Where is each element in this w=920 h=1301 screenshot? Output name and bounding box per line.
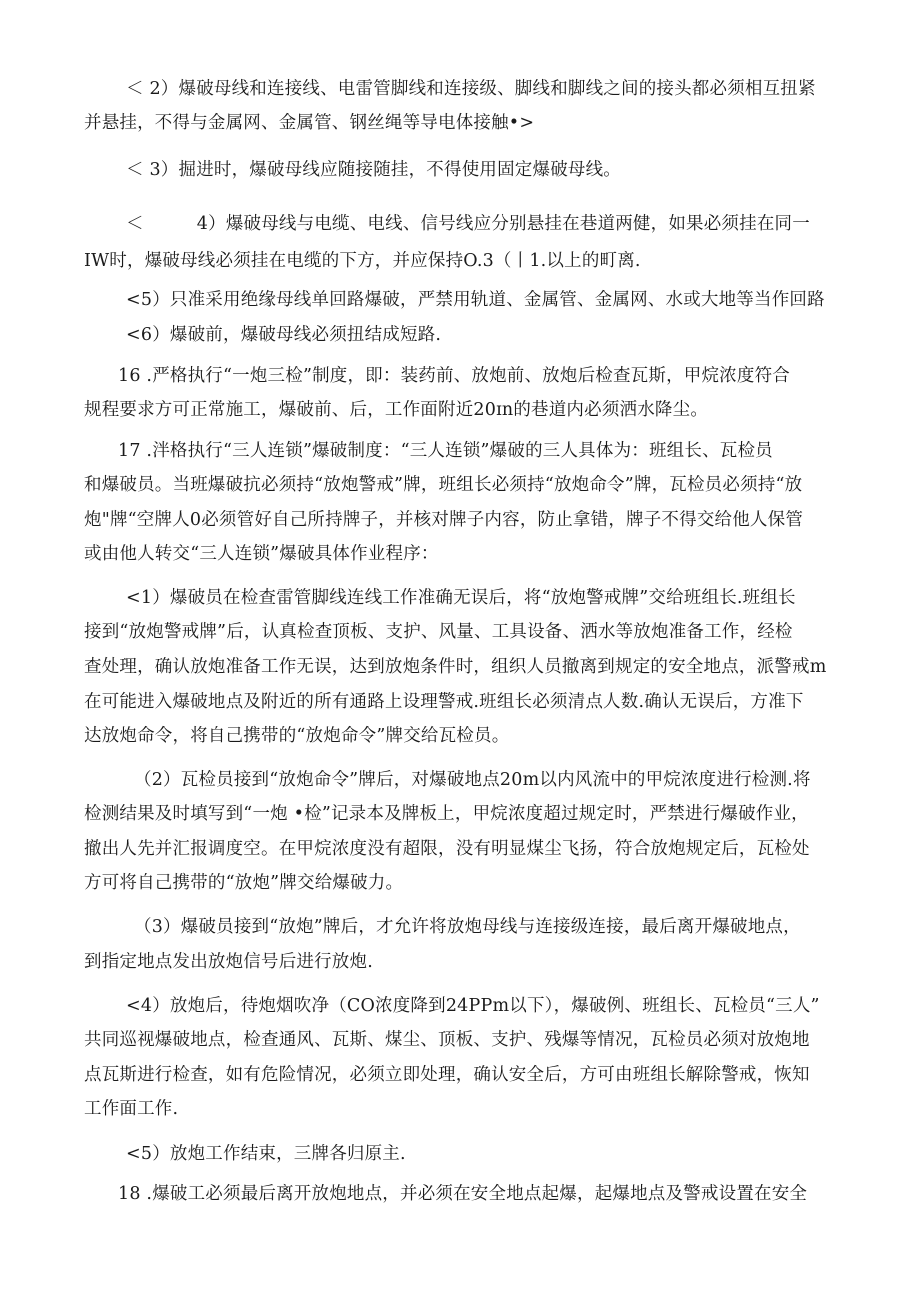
text-line: 在可能进入爆破地点及附近的所有通路上设理警戒.班组长必须清点人数.确认无误后，方准下 [84, 692, 804, 712]
text-line: 点瓦斯进行检查，如有危险情况，必须立即处理，确认安全后，方可由班组长解除警戒，恢知 [84, 1065, 810, 1085]
text-line: 查处理，确认放炮准备工作无误，达到放炮条件时，组织人员撤离到规定的安全地点，派警戒m [84, 657, 827, 677]
text-line: <5）放炮工作结束，三牌各归原主. [126, 1144, 406, 1164]
text-line: ＜ 2）爆破母线和连接线、电雷管脚线和连接级、脚线和脚线之间的接头都必须相互扭紧 [126, 79, 816, 99]
text-line: IW时，爆破母线必须挂在电缆的下方，并应保持O.3（丨1.以上的町离. [84, 251, 641, 271]
text-line: 16 .严格执行“一炮三检”制度，即：装药前、放炮前、放炮后检查瓦斯，甲烷浓度符合 [118, 366, 790, 386]
text-line: 炮"牌“空牌人0必须管好自己所持牌子，并核对牌子内容，防止拿错，牌子不得交给他人保管 [84, 510, 804, 530]
text-line: 18 .爆破工必须最后离开放炮地点，并必须在安全地点起爆，起爆地点及警戒设置在安全 [118, 1184, 808, 1204]
text-line: 或由他人转交“三人连锁”爆破具体作业程序： [84, 544, 439, 564]
text-line: 接到“放炮警戒牌”后，认真检查顶板、支护、风量、工具设备、洒水等放炮准备工作，经检 [84, 622, 793, 642]
text-line: 撤出人先并汇报调度空。在甲烷浓度没有超限，没有明显煤尘飞扬，符合放炮规定后，瓦检处 [84, 839, 810, 859]
text-line: 和爆破员。当班爆破抗必须持“放炮警戒”牌，班组长必须持“放炮命令”牌，瓦检员必须持“放 [84, 475, 803, 495]
text-line: 并悬挂，不得与金属网、金属管、钢丝绳等导电体接触•> [84, 113, 535, 133]
text-line: 规程要求方可正常施工，爆破前、后，工作面附近20ɪn的巷道内必须洒水降尘。 [84, 400, 709, 420]
text-line: 17 .泮格执行“三人连锁”爆破制度：“三人连锁”爆破的三人具体为：班组长、瓦检员 [118, 441, 773, 461]
text-line: 达放炮命令，将自己携带的“放炮命令”牌交给瓦检员。 [84, 726, 510, 746]
text-line: 共同巡视爆破地点，检查通风、瓦斯、煤尘、顶板、支护、残爆等情况，瓦检员必须对放炮地 [84, 1030, 810, 1050]
text-line: 工作面工作. [84, 1099, 179, 1119]
text-line: <5）只准采用绝缘母线单回路爆破，严禁用轨道、金属管、金属网、水或大地等当作回路 [126, 290, 825, 310]
text-line: ＜ 4）爆破母线与电缆、电线、信号线应分别悬挂在巷道两健，如果必须挂在同一 [126, 214, 810, 234]
text-line: 方可将自己携带的“放炮”牌交给爆破力。 [84, 873, 404, 893]
text-line: <4）放炮后，待炮烟吹净（CO浓度降到24PPm以下），爆破例、班组长、瓦检员“三人” [126, 996, 820, 1016]
text-line: 到指定地点发出放炮信号后进行放炮. [84, 952, 373, 972]
text-line: <1）爆破员在检查雷管脚线连线工作准确无误后，将“放炮警戒牌”交给班组长.班组长 [126, 588, 796, 608]
text-line: （2）瓦检员接到“放炮命令”牌后，对爆破地点20m以内风流中的甲烷浓度进行检测.将 [134, 770, 811, 790]
text-line: （3）爆破员接到“放炮”牌后，才允许将放炮母线与连接级连接，最后离开爆破地点， [134, 917, 801, 937]
text-line: ＜ 3）掘进时，爆破母线应随接随挂，不得使用固定爆破母线。 [126, 160, 621, 180]
text-line: <6）爆破前，爆破母线必须扭结成短路. [126, 325, 442, 345]
text-line: 检测结果及时填写到“一炮 •检”记录本及牌板上，甲烷浓度超过规定时，严禁进行爆破作业， [84, 804, 809, 824]
